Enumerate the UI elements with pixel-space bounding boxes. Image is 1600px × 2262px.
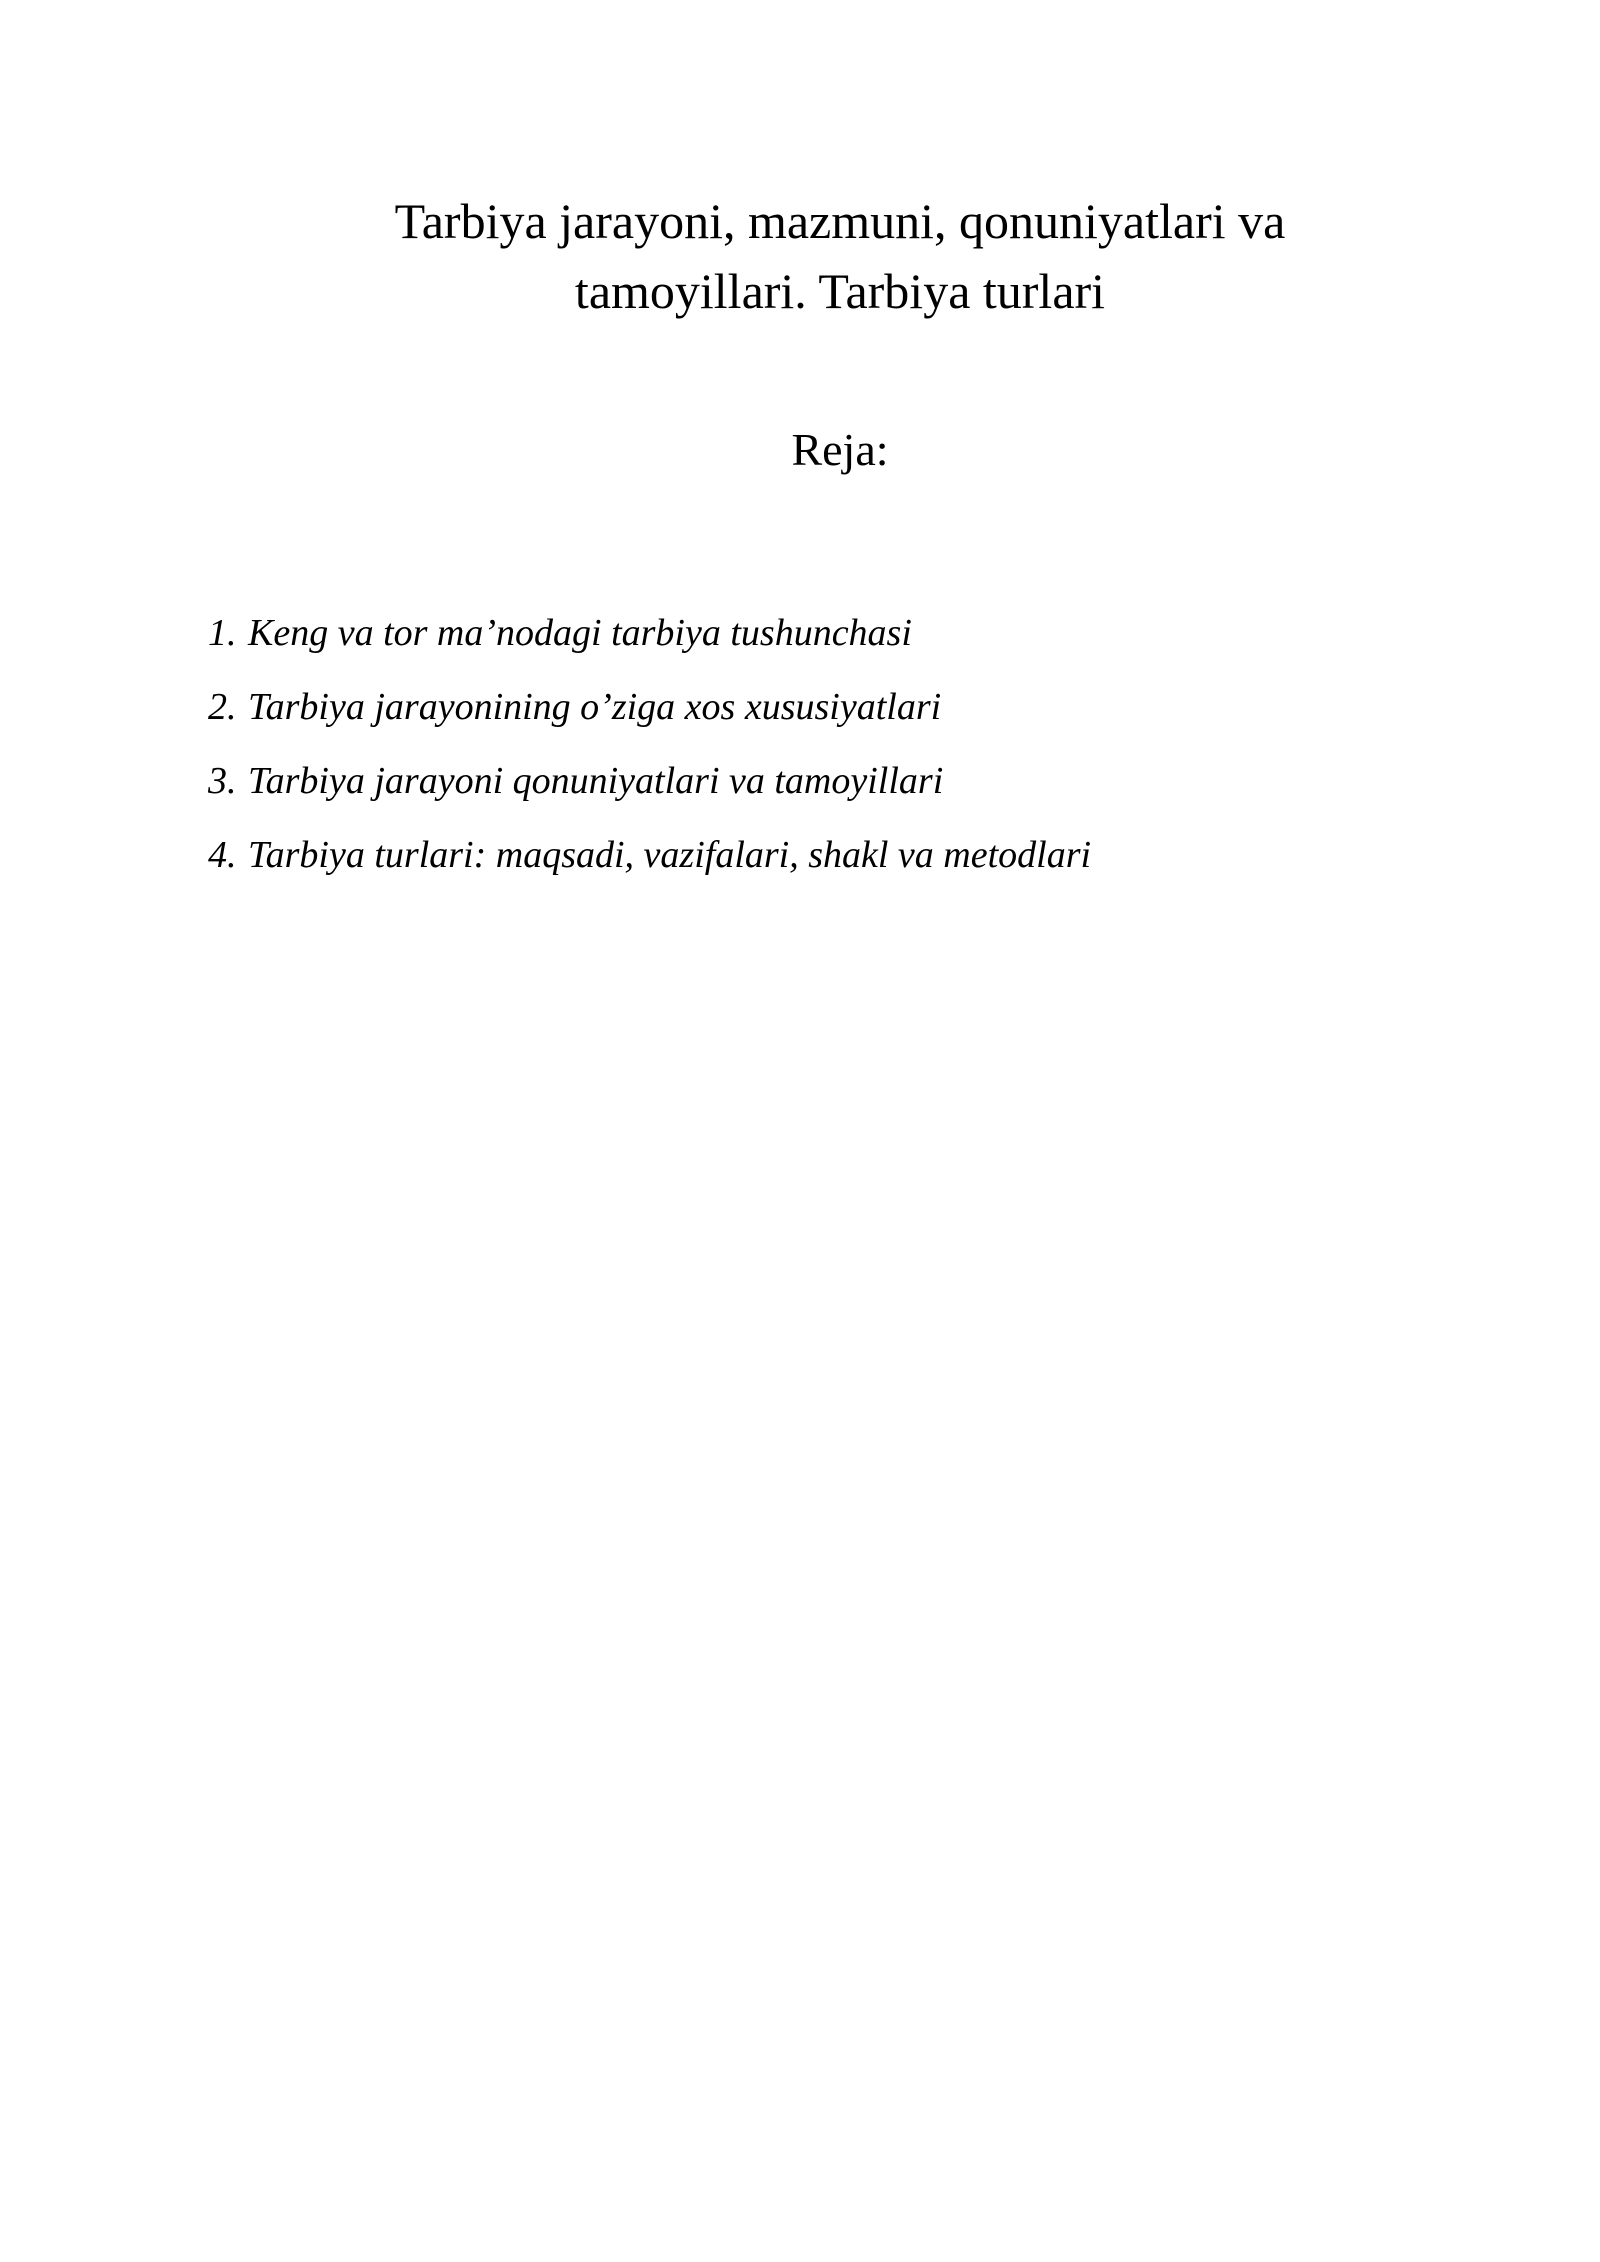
plan-item-number: 3. xyxy=(208,760,237,802)
plan-item-text: Tarbiya jarayonining o’ziga xos xususiyatlari xyxy=(248,686,942,728)
plan-item-number: 1. xyxy=(208,612,237,654)
plan-item-number: 4. xyxy=(208,834,237,876)
plan-item-number: 2. xyxy=(208,686,237,728)
plan-item-text: Tarbiya turlari: maqsadi, vazifalari, shakl va metodlari xyxy=(248,834,1092,876)
plan-item xyxy=(208,605,1091,679)
plan-heading: Reja: xyxy=(791,424,889,475)
plan-item-text: Keng va tor ma’nodagi tarbiya tushunchasi xyxy=(248,612,912,654)
plan-item xyxy=(208,827,1091,901)
plan-item xyxy=(208,753,1091,827)
title-line: Tarbiya jarayoni, mazmuni, qonuniyatlari va xyxy=(394,193,1286,249)
plan-item xyxy=(208,679,1091,753)
title-line: tamoyillari. Tarbiya turlari xyxy=(574,263,1106,319)
plan-list xyxy=(208,605,1091,901)
plan-item-text: Tarbiya jarayoni qonuniyatlari va tamoyillari xyxy=(248,760,944,802)
document-title xyxy=(260,186,1420,326)
